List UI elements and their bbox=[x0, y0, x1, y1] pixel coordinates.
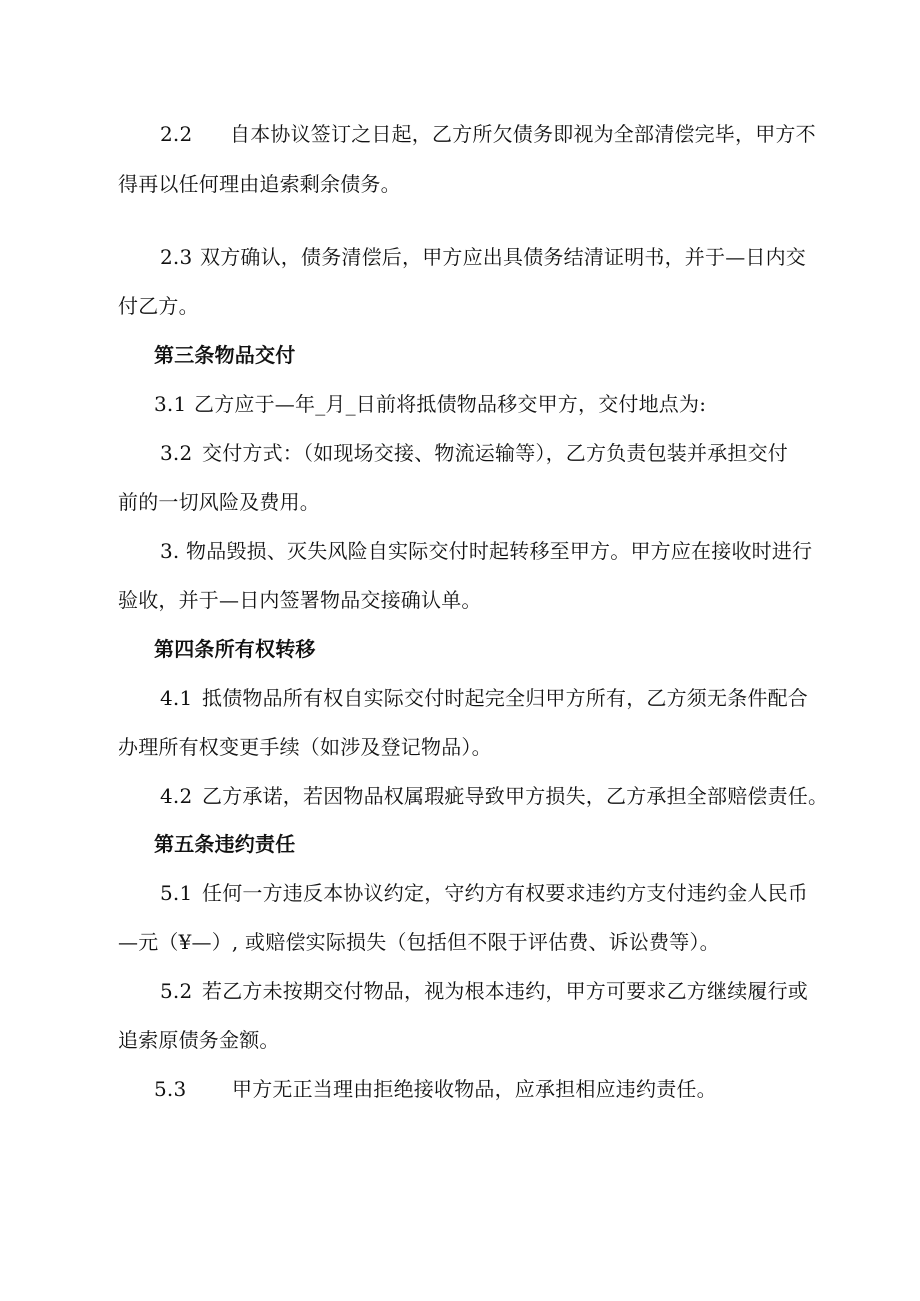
clause-5-2-line-1 bbox=[160, 977, 808, 1005]
article-5-heading: 第五条违约责任 bbox=[154, 832, 296, 856]
clause-3-2-line-2: 前的一切风险及费用。 bbox=[118, 490, 320, 514]
clause-text: 乙方承诺，若因物品权属瑕疵导致甲方损失，乙方承担全部赔偿责任。 bbox=[202, 784, 829, 808]
clause-5-1-line-1 bbox=[160, 879, 808, 907]
clause-2-3-line-1 bbox=[160, 243, 806, 271]
clause-text: 双方确认，债务清偿后，甲方应出具债务结清证明书，并于—日内交 bbox=[200, 245, 806, 269]
clause-text: 任何一方违反本协议约定，守约方有权要求违约方支付违约金人民币 bbox=[202, 881, 808, 905]
clause-number: 5.1 bbox=[160, 881, 193, 905]
article-4-heading: 第四条所有权转移 bbox=[154, 637, 316, 661]
clause-4-1-line-2: 办理所有权变更手续（如涉及登记物品）。 bbox=[118, 735, 492, 759]
article-3-heading: 第三条物品交付 bbox=[154, 343, 296, 367]
clause-3-2-line-1 bbox=[160, 439, 788, 467]
clause-number: 4.2 bbox=[160, 784, 193, 808]
clause-number: 5.2 bbox=[160, 979, 193, 1003]
clause-2-2-line-2: 得再以任何理由追索剩余债务。 bbox=[118, 172, 401, 196]
clause-number: 4.1 bbox=[160, 686, 193, 710]
clause-text: 若乙方未按期交付物品，视为根本违约，甲方可要求乙方继续履行或 bbox=[202, 979, 808, 1003]
clause-text: 乙方应于—年_月_日前将抵债物品移交甲方，交付地点为: bbox=[194, 392, 707, 416]
clause-text: 甲方无正当理由拒绝接收物品，应承担相应违约责任。 bbox=[232, 1077, 717, 1101]
clause-5-2-line-2: 追索原债务金额。 bbox=[118, 1028, 280, 1052]
clause-text: 抵债物品所有权自实际交付时起完全归甲方所有，乙方须无条件配合 bbox=[202, 686, 808, 710]
clause-3-3-line-1: 3. 物品毁损、灭失风险自实际交付时起转移至甲方。甲方应在接收时进行 bbox=[160, 539, 813, 563]
clause-2-2-line-1 bbox=[160, 120, 816, 148]
clause-number: 3.2 bbox=[160, 441, 193, 465]
clause-number: 5.3 bbox=[154, 1077, 187, 1101]
clause-3-3-line-2: 验收，并于—日内签署物品交接确认单。 bbox=[118, 588, 482, 612]
clause-3-1-line-1 bbox=[154, 390, 706, 418]
clause-2-3-line-2: 付乙方。 bbox=[118, 294, 199, 318]
clause-5-1-line-2: —元（¥—）, 或赔偿实际损失（包括但不限于评估费、诉讼费等）。 bbox=[118, 930, 720, 954]
clause-number: 2.3 bbox=[160, 245, 193, 269]
clause-text: 自本协议签订之日起，乙方所欠债务即视为全部清偿完毕，甲方不 bbox=[230, 122, 816, 146]
clause-4-1-line-1 bbox=[160, 684, 808, 712]
clause-text: 交付方式：（如现场交接、物流运输等），乙方负责包装并承担交付 bbox=[202, 441, 788, 465]
clause-4-2-line-1 bbox=[160, 782, 828, 810]
clause-5-3-line-1 bbox=[154, 1075, 717, 1103]
clause-number: 3.1 bbox=[154, 392, 187, 416]
clause-number: 2.2 bbox=[160, 122, 193, 146]
